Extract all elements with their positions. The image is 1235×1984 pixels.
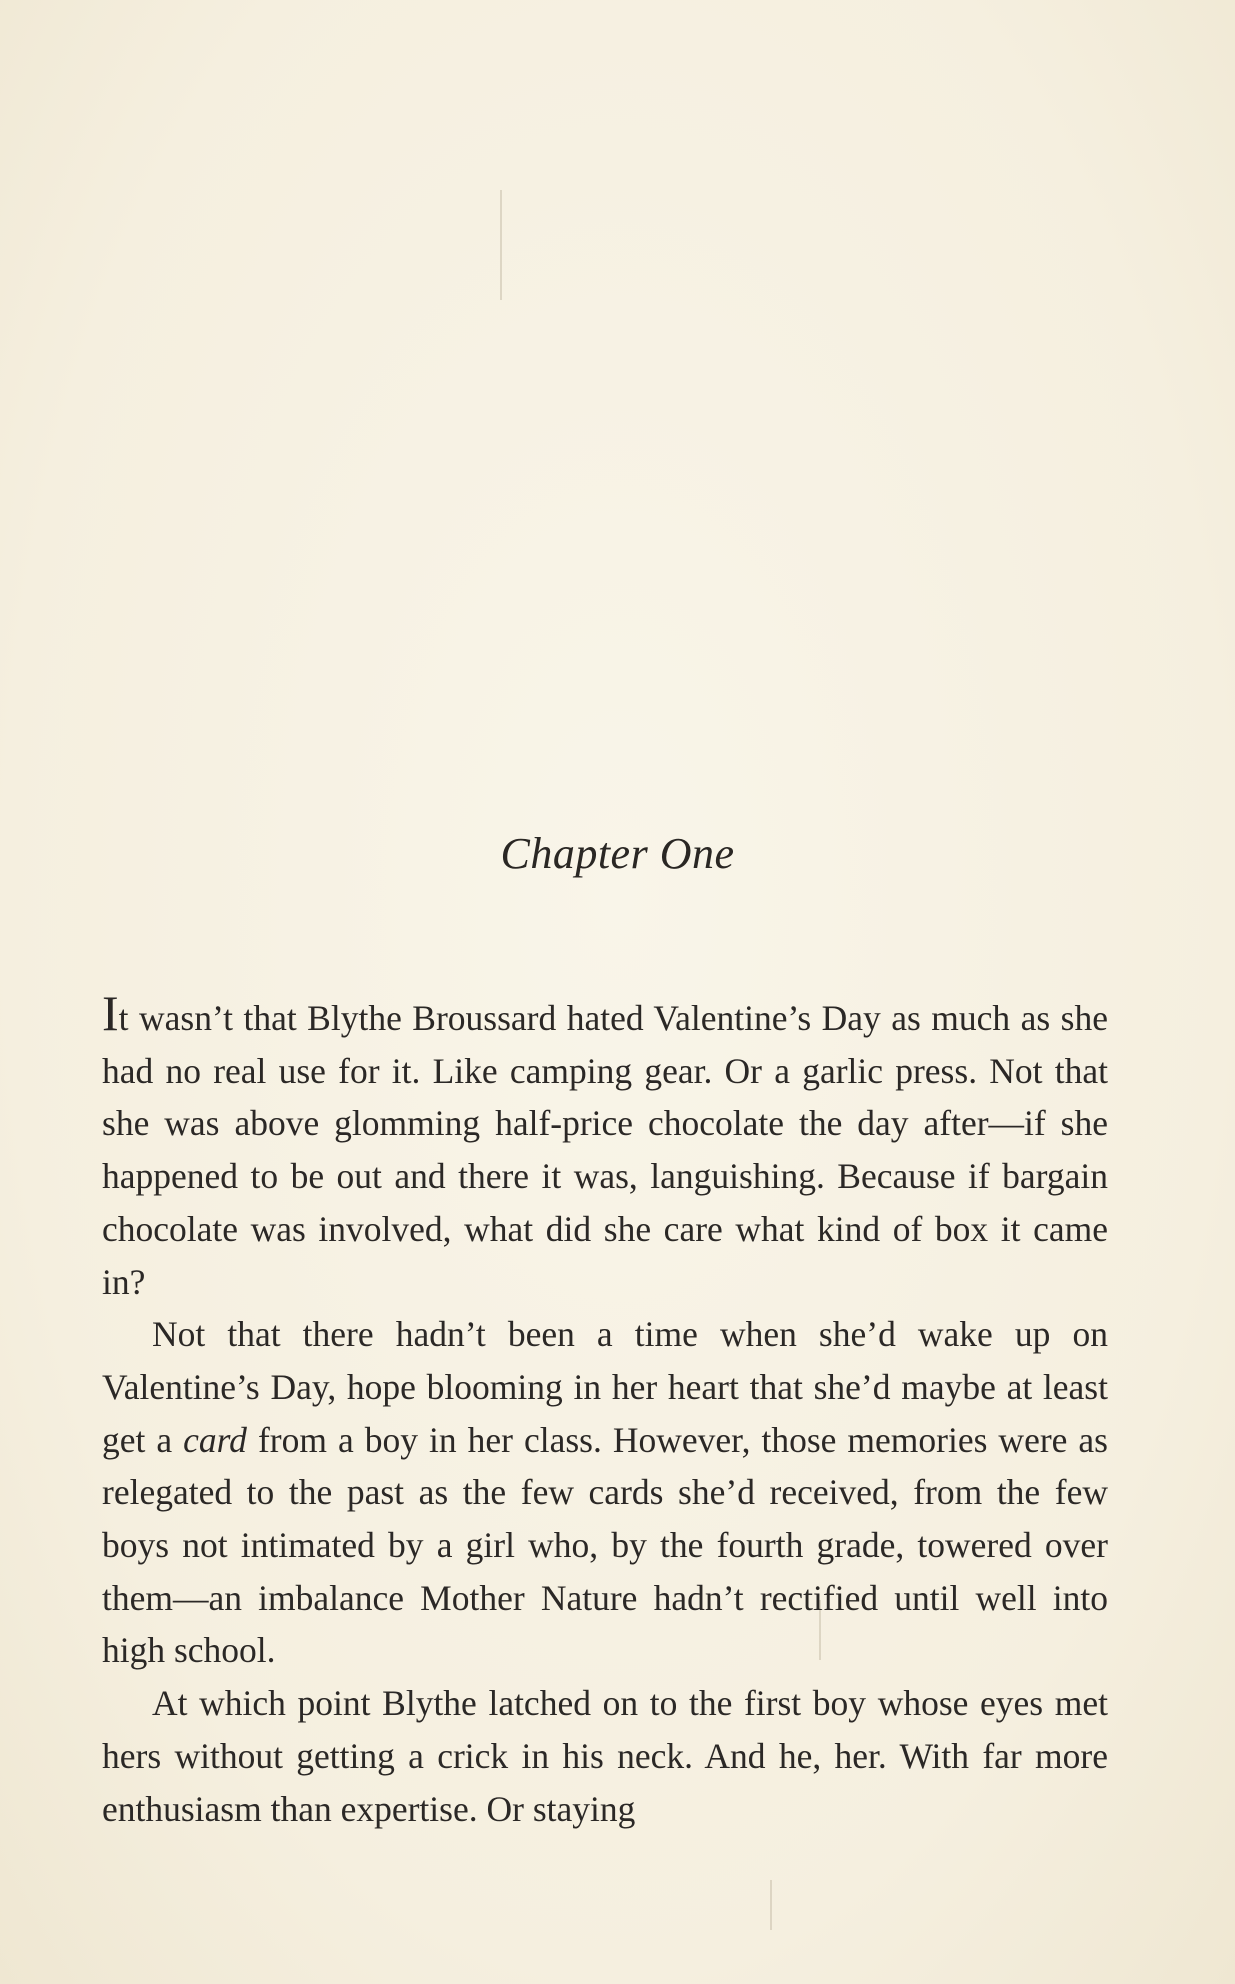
paragraph-2-emphasis: card <box>183 1419 247 1460</box>
chapter-title: Chapter One <box>500 829 735 878</box>
drop-cap: I <box>102 985 119 1041</box>
paper-mark-bottom <box>770 1880 772 1930</box>
paragraph-2-text-before: Not that there hadn’t been a time when she’d wake up on Valentine’s Day, hope blooming in her heart that she’d maybe at least get a <box>102 1314 1108 1460</box>
paragraph-1 <box>102 985 1108 1308</box>
paragraph-2 <box>102 1308 1108 1677</box>
paragraph-2-text-after: from a boy in her class. However, those memories were as relegated to the past as the few cards she’d received, from the few boys not intimated by a girl who, by the fourth grade, towered over them—an imbalance Mother Nature hadn’t rectified until well into high school. <box>102 1419 1108 1671</box>
paragraph-3-text: At which point Blythe latched on to the first boy whose eyes met hers without getting a crick in his neck. And he, her. With far more enthusiasm than expertise. Or staying <box>102 1683 1108 1829</box>
paragraph-3 <box>102 1677 1108 1835</box>
paper-mark-top <box>500 190 502 300</box>
chapter-body <box>102 985 1108 1835</box>
paragraph-1-text: t wasn’t that Blythe Broussard hated Valentine’s Day as much as she had no real use for it. Like camping gear. Or a garlic press. Not that she was above glomming half-price chocolate the day after—if she happened to be out and there it was, languishing. Because if bargain chocolate was involved, what did she care what kind of box it came in? <box>102 998 1108 1302</box>
